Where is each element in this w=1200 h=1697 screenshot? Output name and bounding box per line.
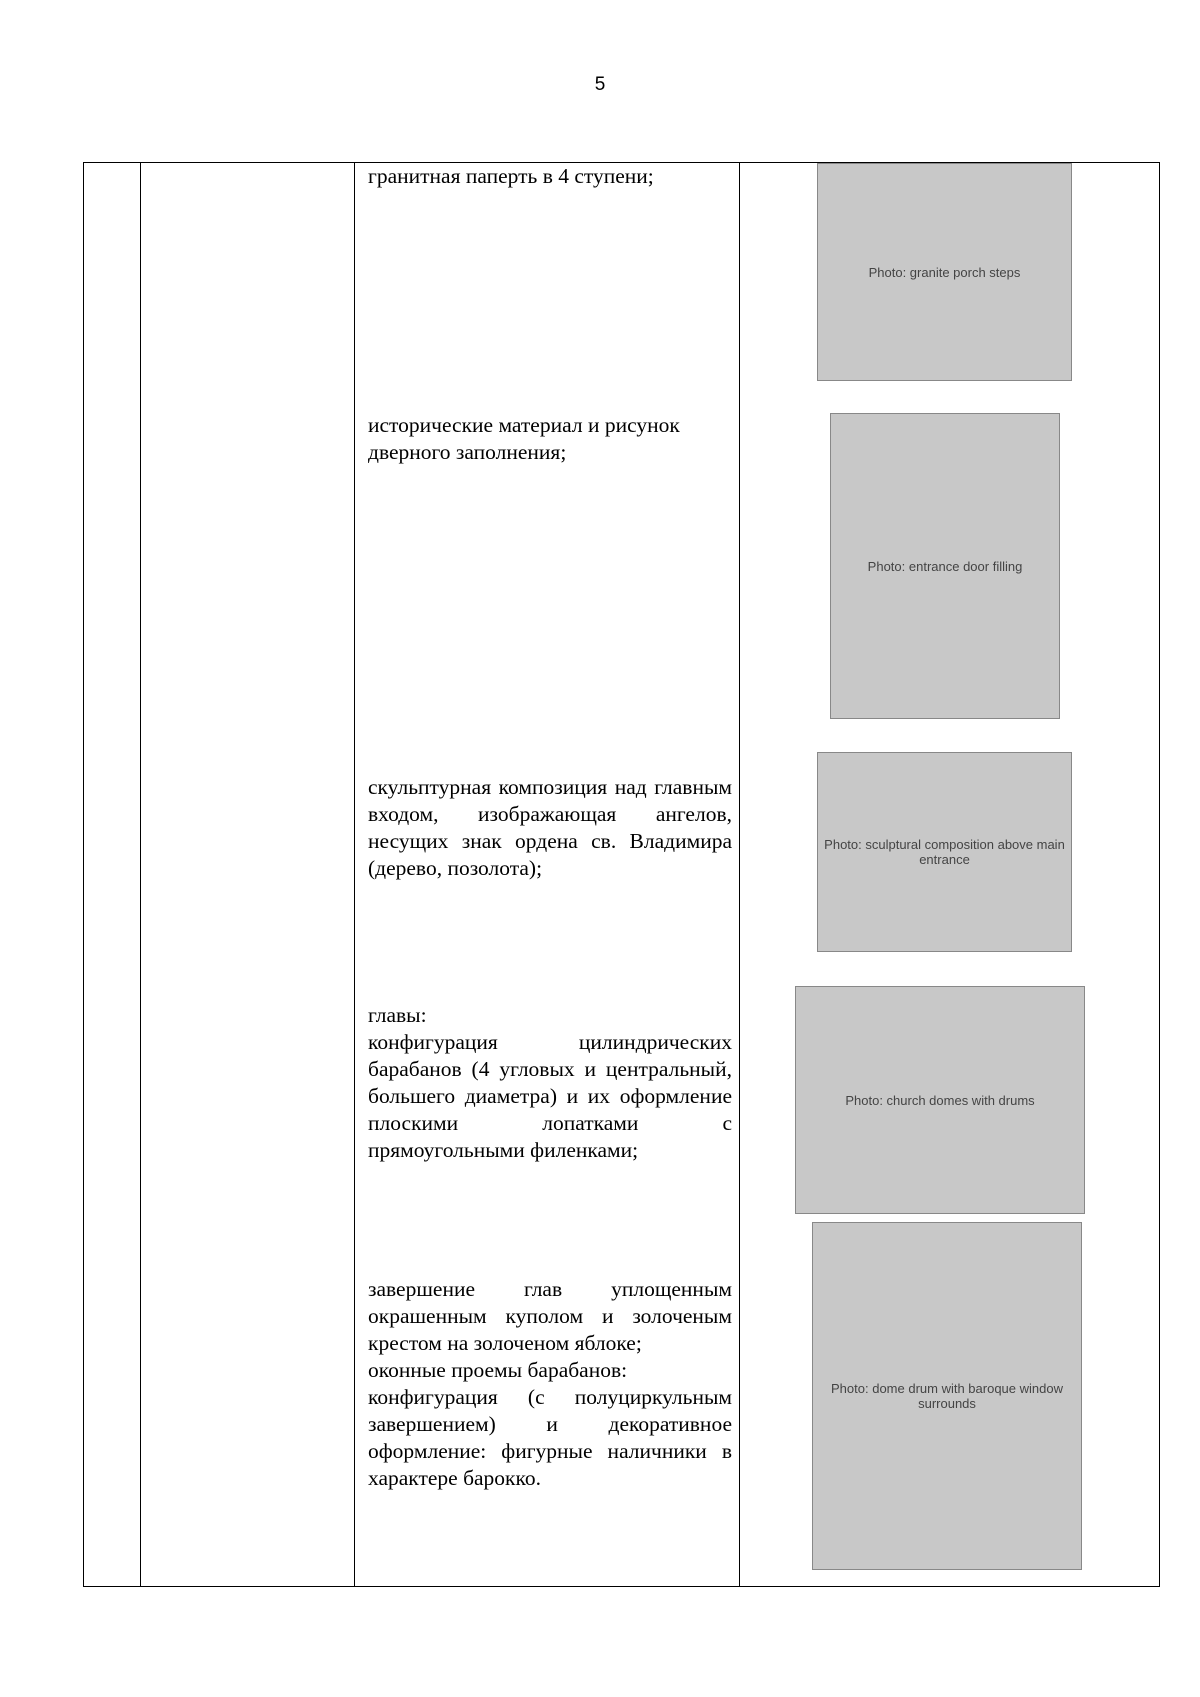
feature-description-door: исторические материал и рисунок дверного заполнения;: [368, 413, 680, 464]
porch-photo: Photo: granite porch steps: [817, 163, 1072, 381]
feature-description-domes: главы: конфигурация цилиндрических барабанов (4 угловых и центральный, большего диаметра) и их оформление плоскими лопатками с прямоугольными филенками;: [368, 1003, 732, 1162]
sculpture-photo: Photo: sculptural composition above main entrance: [817, 752, 1072, 952]
column-divider: [739, 163, 740, 1586]
domes-photo: Photo: church domes with drums: [795, 986, 1085, 1214]
feature-description-porch: гранитная паперть в 4 ступени;: [368, 164, 654, 188]
feature-description-sculpture: скульптурная композиция над главным входом, изображающая ангелов, несущих знак ордена св. Владимира (дерево, позолота);: [368, 775, 732, 880]
column-divider: [354, 163, 355, 1586]
dome-detail-photo: Photo: dome drum with baroque window surrounds: [812, 1222, 1082, 1570]
page-number: 5: [594, 74, 606, 95]
door-photo: Photo: entrance door filling: [830, 413, 1060, 719]
feature-description-dome-finish: завершение глав уплощенным окрашенным куполом и золоченым крестом на золоченом яблоке; оконные проемы барабанов: конфигурация (с полуциркульным завершением) и декоративное оформление: фигурные наличники в характере барокко.: [368, 1277, 732, 1490]
column-divider: [140, 163, 141, 1586]
